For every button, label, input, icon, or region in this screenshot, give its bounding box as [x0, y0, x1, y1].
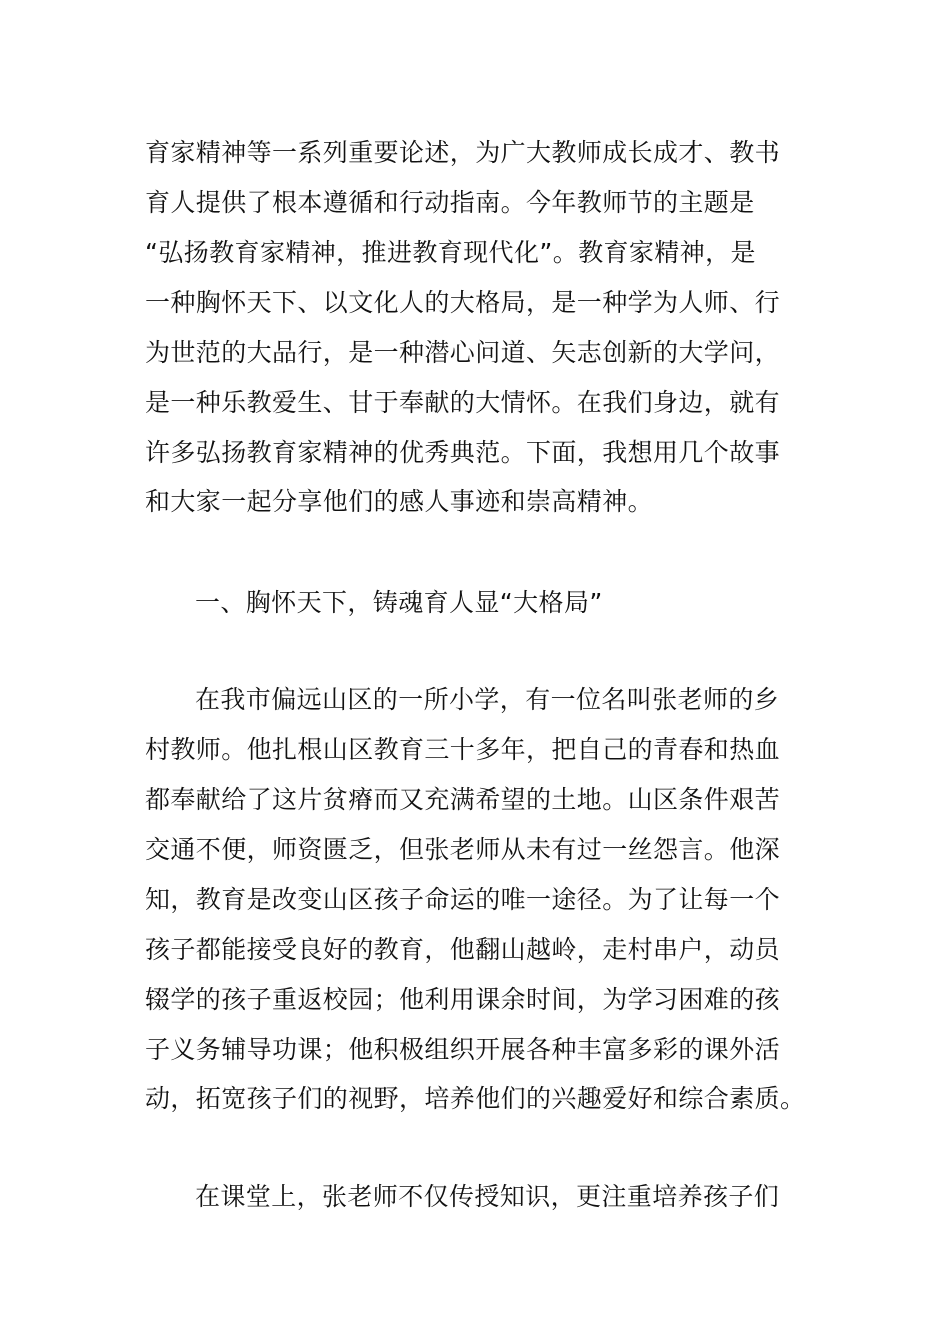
- text-line: 是一种乐教爱生、甘于奉献的大情怀。在我们身边，就有: [145, 388, 781, 417]
- text-line: 辍学的孩子重返校园；他利用课余时间，为学习困难的孩: [145, 985, 781, 1014]
- text-line: 一种胸怀天下、以文化人的大格局，是一种学为人师、行: [145, 288, 781, 317]
- text-line: 育人提供了根本遵循和行动指南。今年教师节的主题是: [145, 188, 755, 217]
- text-line: 都奉献给了这片贫瘠而又充满希望的土地。山区条件艰苦: [145, 785, 781, 814]
- text-line: 知，教育是改变山区孩子命运的唯一途径。为了让每一个: [145, 885, 781, 914]
- text-line: 交通不便，师资匮乏，但张老师从未有过一丝怨言。他深: [145, 835, 781, 864]
- text-line: 子义务辅导功课；他积极组织开展各种丰富多彩的课外活: [145, 1035, 781, 1064]
- text-line: “弘扬教育家精神，推进教育现代化”。教育家精神，是: [145, 238, 756, 267]
- text-line: 动，拓宽孩子们的视野，培养他们的兴趣爱好和综合素质。: [145, 1084, 805, 1113]
- section-heading: 一、胸怀天下，铸魂育人显“大格局”: [195, 588, 603, 617]
- text-line: 在我市偏远山区的一所小学，有一位名叫张老师的乡: [195, 685, 780, 714]
- text-line: 孩子都能接受良好的教育，他翻山越岭，走村串户，动员: [145, 935, 781, 964]
- text-line: 为世范的大品行，是一种潜心问道、矢志创新的大学问，: [145, 338, 781, 367]
- text-line: 和大家一起分享他们的感人事迹和崇高精神。: [145, 487, 654, 516]
- text-line: 在课堂上，张老师不仅传授知识，更注重培养孩子们: [195, 1182, 780, 1211]
- text-line: 许多弘扬教育家精神的优秀典范。下面，我想用几个故事: [145, 438, 781, 467]
- text-line: 育家精神等一系列重要论述，为广大教师成长成才、教书: [145, 138, 781, 167]
- text-line: 村教师。他扎根山区教育三十多年，把自己的青春和热血: [145, 735, 781, 764]
